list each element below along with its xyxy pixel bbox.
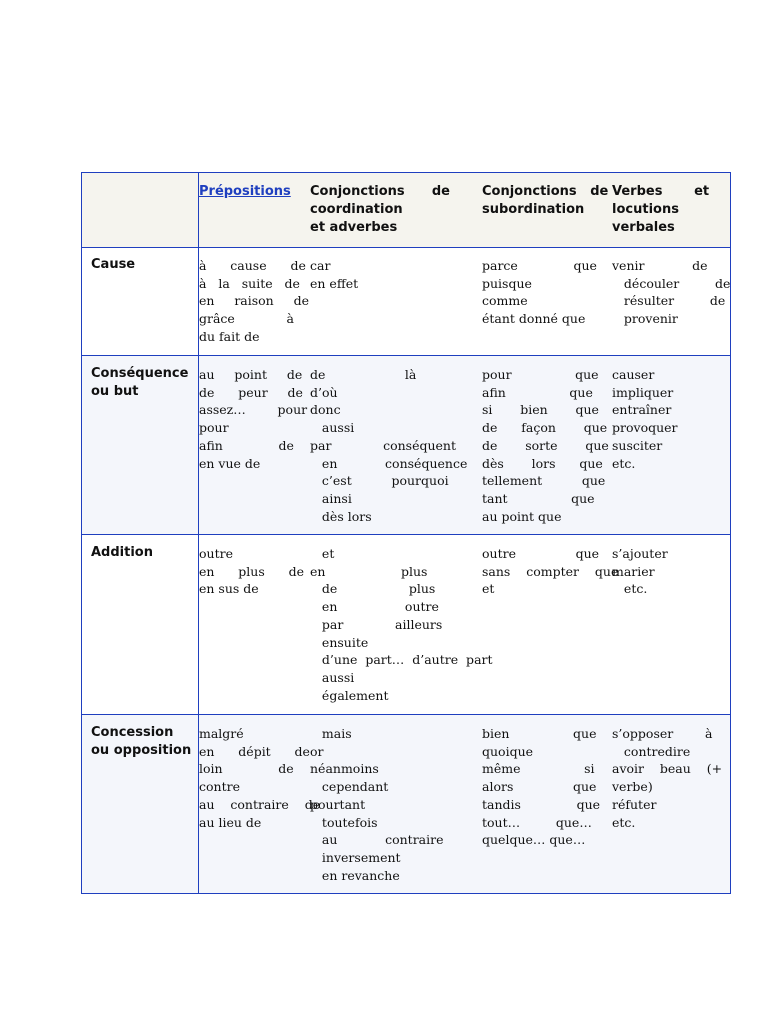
row-label-consequence: Conséquence ou but	[91, 366, 189, 399]
consequence-verbes: causer impliquer entraîner provoquer susciter etc.	[612, 367, 678, 471]
cause-coordination: car en effet	[310, 258, 359, 291]
cause-subordination: parce que puisque comme étant donné que	[482, 258, 597, 327]
row-divider	[82, 534, 730, 535]
header-verbes-locutions: Verbes et locutions verbales	[612, 184, 710, 235]
addition-subordination: outre que sans compter que et	[482, 546, 619, 597]
addition-coordination: et en plus de plus en outre par ailleurs ensuite d’une part… d’autre part aussi également	[310, 546, 493, 703]
header-conjonctions-coordination: Conjonctions de coordination et adverbes	[310, 184, 450, 235]
cause-prepositions: à cause de à la suite de en raison de grâce à du fait de	[199, 258, 309, 344]
consequence-subordination: pour que afin que si bien que de façon que de sorte que dès lors que tellement que tant que au point que	[482, 367, 609, 524]
addition-prepositions: outre en plus de en sus de	[199, 546, 304, 597]
addition-verbes: s’ajouter marier etc.	[612, 546, 668, 597]
row-divider	[82, 247, 730, 248]
row-label-addition: Addition	[91, 545, 153, 560]
consequence-coordination: de là d’où donc aussi par conséquent en conséquence c’est pourquoi ainsi dès lors	[310, 367, 468, 524]
consequence-prepositions-2: afin de en vue de	[199, 438, 294, 471]
row-label-cause: Cause	[91, 257, 136, 272]
concession-prepositions: malgré en dépit de loin de contre au contraire de au lieu de	[199, 726, 321, 830]
concession-subordination: bien que quoique même si alors que tandis que tout… que… quelque… que…	[482, 726, 601, 848]
header-conjonctions-subordination: Conjonctions de	[482, 184, 609, 199]
concession-coordination: mais or néanmoins cependant pourtant toutefois au contraire inversement en revanche	[310, 726, 444, 883]
header-prepositions-link[interactable]: Prépositions	[199, 184, 291, 199]
connectors-table	[81, 172, 731, 894]
cause-verbes: venir de découler de résulter de provenir	[612, 258, 731, 327]
header-subordination-label: subordination	[482, 202, 585, 217]
row-label-concession: Concession ou opposition	[91, 725, 192, 758]
row-divider	[82, 355, 730, 356]
concession-verbes: s’opposer à contredire avoir beau (+ verbe) réfuter etc.	[612, 726, 723, 830]
consequence-prepositions: au point de de peur de assez… pour pour	[199, 367, 308, 436]
row-divider	[82, 714, 730, 715]
